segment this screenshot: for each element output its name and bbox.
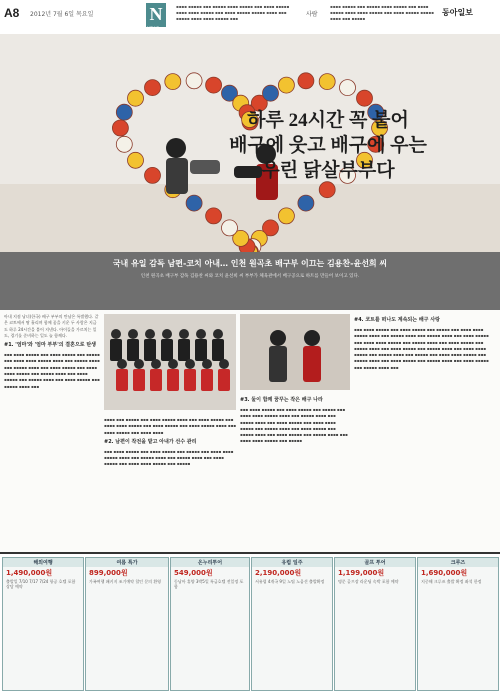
player-figure bbox=[212, 339, 224, 361]
player-figure bbox=[168, 359, 178, 369]
section-label: 사람 bbox=[306, 11, 318, 18]
volleyball-icon bbox=[116, 104, 132, 120]
player-figure bbox=[218, 369, 230, 391]
volleyball-icon bbox=[165, 74, 181, 90]
player-figure bbox=[145, 329, 155, 339]
volleyball-icon bbox=[340, 80, 356, 96]
player-figure bbox=[179, 329, 189, 339]
player-figure bbox=[111, 329, 121, 339]
volleyball-icon bbox=[222, 220, 238, 236]
team-photo bbox=[104, 314, 236, 410]
player-figure bbox=[127, 339, 139, 361]
feature-photo bbox=[0, 34, 500, 252]
coach-photo-block: #3. 둘이 함께 꿈꾸는 작은 배구 나라 ▪▪▪ ▪▪▪▪ ▪▪▪▪▪ ▪▪▪ ▪▪▪▪ ▪▪▪▪▪ ▪▪▪ ▪▪▪▪▪ ▪▪▪ ▪▪▪▪ ▪▪▪▪ ▪▪▪▪▪ ▪▪▪▪ ▪▪▪ ▪▪▪▪▪ ▪▪▪▪ ▪▪▪ ▪▪▪▪▪ ▪▪▪▪ ▪▪▪ ▪▪▪▪ ▪▪▪▪▪ ▪▪▪ ▪▪▪▪ ▪▪▪▪ ▪▪▪▪▪ ▪▪▪ ▪▪▪▪▪ ▪▪▪▪ ▪▪▪ ▪▪▪▪ ▪▪▪▪▪ ▪▪▪ ▪▪▪▪▪ ▪▪▪▪ ▪▪▪ ▪▪▪▪ ▪▪▪▪▪ ▪▪▪ ▪▪▪▪▪ ▪▪▪▪ ▪▪▪ ▪▪▪▪ ▪▪▪▪ ▪▪▪▪▪ ▪▪▪ ▪▪▪▪▪ bbox=[240, 314, 350, 552]
article-column-1: 아내 지점 남녀(한국) 배구 부부의 만남은 특별했다. 같은 코트에서 땀 흘리며 함께 꿈을 키운 두 사람은 지금도 하루 24시간을 붙어 지낸다. 아이들을 가르치는 일도, 경기를 준비하는 일도 늘 함께다. #1. '엄마'와 '엄마 부부'의 결혼으로 탄생 ▪▪▪ ▪▪▪▪ ▪▪▪▪▪ ▪▪▪ ▪▪▪▪ ▪▪▪▪▪ ▪▪▪ ▪▪▪▪▪ ▪▪▪ ▪▪▪▪ ▪▪▪▪ ▪▪▪▪▪ ▪▪▪▪ ▪▪▪ ▪▪▪▪▪ ▪▪▪▪ ▪▪▪ ▪▪▪▪▪ ▪▪▪▪ ▪▪▪ ▪▪▪▪ ▪▪▪▪▪ ▪▪▪ ▪▪▪▪ ▪▪▪▪ ▪▪▪▪▪ ▪▪▪ ▪▪▪▪▪ ▪▪▪▪ ▪▪▪ ▪▪▪▪ ▪▪▪▪▪ ▪▪▪ ▪▪▪▪▪ ▪▪▪▪ ▪▪▪ ▪▪▪▪ ▪▪▪▪▪ ▪▪▪ ▪▪▪▪▪ ▪▪▪▪ ▪▪▪ bbox=[4, 314, 100, 389]
header-text-block-right: ▪▪▪▪ ▪▪▪▪▪ ▪▪▪ ▪▪▪▪▪ ▪▪▪▪ ▪▪▪▪▪ ▪▪▪ ▪▪▪▪ ▪▪▪▪▪ ▪▪▪▪ ▪▪▪▪ ▪▪▪▪▪ ▪▪▪ ▪▪▪▪ ▪▪▪▪▪ ▪▪▪▪▪ ▪▪▪▪ ▪▪▪ ▪▪▪▪▪ bbox=[330, 4, 434, 21]
section-logo-sub: NEWS bbox=[147, 26, 160, 31]
player-figure bbox=[162, 329, 172, 339]
player-figure bbox=[202, 359, 212, 369]
feature-headline: 하루 24시간 꼭 붙어 배구에 웃고 배구에 우는 우린 닭살부부다 bbox=[229, 110, 427, 181]
page-number: A8 bbox=[4, 6, 20, 20]
volleyball-icon bbox=[112, 120, 128, 136]
ad-box-2[interactable]: 여름 특가 899,000원 가족여행 패키지 조기예약 할인 문의 환영 bbox=[85, 557, 169, 691]
feature-subhead: 국내 유일 감독 남편-코치 아내… 인천 원곡초 배구부 이끄는 김용찬-윤선희 씨 bbox=[112, 259, 388, 268]
volleyball-icon bbox=[206, 208, 222, 224]
volleyball-icon bbox=[128, 152, 144, 168]
player-figure bbox=[151, 359, 161, 369]
player-figure bbox=[134, 359, 144, 369]
player-figure bbox=[201, 369, 213, 391]
player-figure bbox=[184, 369, 196, 391]
player-figure bbox=[185, 359, 195, 369]
player-figure bbox=[150, 369, 162, 391]
volleyball-icon bbox=[278, 208, 294, 224]
date-line: 2012년 7월 6일 목요일 bbox=[30, 11, 94, 18]
ad-box-5[interactable]: 골프 투어 1,199,000원 명문 골프장 라운딩 숙박 포함 예약 bbox=[334, 557, 416, 691]
ad-box-3[interactable]: 온누리투어 549,000원 동남아 휴양 3박5일 특급호텔 전일정 포함 bbox=[170, 557, 250, 691]
ad-box-6[interactable]: 크루즈 1,690,000원 지중해 크루즈 출발 확정 좌석 한정 bbox=[417, 557, 499, 691]
player-figure bbox=[117, 359, 127, 369]
masthead bbox=[0, 0, 500, 35]
volleyball-icon bbox=[319, 74, 335, 90]
player-figure bbox=[219, 359, 229, 369]
player-figure bbox=[128, 329, 138, 339]
player-figure bbox=[133, 369, 145, 391]
header-text-block: ▪▪▪▪ ▪▪▪▪▪ ▪▪▪ ▪▪▪▪▪ ▪▪▪▪ ▪▪▪▪▪ ▪▪▪ ▪▪▪▪ ▪▪▪▪▪ ▪▪▪▪ ▪▪▪▪ ▪▪▪▪▪ ▪▪▪ ▪▪▪▪ ▪▪▪▪▪ ▪▪▪▪▪ ▪▪▪▪ ▪▪▪ ▪▪▪▪▪ ▪▪▪▪ ▪▪▪▪ ▪▪▪▪▪ ▪▪▪ bbox=[176, 4, 290, 21]
volleyball-icon bbox=[319, 182, 335, 198]
volleyball-icon bbox=[298, 73, 314, 89]
player-figure bbox=[167, 369, 179, 391]
coach-photo bbox=[240, 314, 350, 390]
volleyball-icon bbox=[357, 90, 373, 106]
player-figure bbox=[195, 339, 207, 361]
volleyball-icon bbox=[186, 73, 202, 89]
ad-box-1[interactable]: 해외여행 1,490,000원 출발일 7/10 7/17 7/24 항공 호텔 포함 상담 예약 bbox=[2, 557, 84, 691]
player-figure bbox=[196, 329, 206, 339]
section-logo-icon: N bbox=[146, 3, 166, 27]
article-column-4: #4. 코트를 떠나도 계속되는 배구 사랑 ▪▪▪ ▪▪▪▪ ▪▪▪▪▪ ▪▪▪ ▪▪▪▪ ▪▪▪▪▪ ▪▪▪ ▪▪▪▪▪ ▪▪▪ ▪▪▪▪ ▪▪▪▪ ▪▪▪▪▪ ▪▪▪▪ ▪▪▪ ▪▪▪▪▪ ▪▪▪▪ ▪▪▪ ▪▪▪▪▪ ▪▪▪▪ ▪▪▪ ▪▪▪▪ ▪▪▪▪▪ ▪▪▪ ▪▪▪▪ ▪▪▪▪ ▪▪▪▪▪ ▪▪▪ ▪▪▪▪▪ ▪▪▪▪ ▪▪▪ ▪▪▪▪ ▪▪▪▪▪ ▪▪▪ ▪▪▪▪▪ ▪▪▪▪ ▪▪▪ ▪▪▪▪ ▪▪▪▪▪ ▪▪▪ ▪▪▪▪▪ ▪▪▪▪ ▪▪▪ ▪▪▪▪ ▪▪▪▪ ▪▪▪▪▪ ▪▪▪ ▪▪▪▪▪ ▪▪▪▪ ▪▪▪ ▪▪▪▪▪ ▪▪▪ ▪▪▪▪ ▪▪▪▪ ▪▪▪▪▪ ▪▪▪ ▪▪▪▪▪ ▪▪▪▪ ▪▪▪ ▪▪▪▪ ▪▪▪▪▪ ▪▪▪ ▪▪▪▪▪ ▪▪▪▪ ▪▪▪ ▪▪▪▪ ▪▪▪▪▪ ▪▪▪ ▪▪▪▪▪ ▪▪▪▪ ▪▪▪ bbox=[354, 317, 489, 370]
volleyball-icon bbox=[263, 85, 279, 101]
player-figure bbox=[161, 339, 173, 361]
advertisement-section bbox=[0, 552, 500, 691]
volleyball-icon bbox=[128, 90, 144, 106]
player-figure bbox=[116, 369, 128, 391]
photo-caption: 인천 원곡초 배구부 감독 김용찬 씨와 코치 윤선희 씨 부부가 체육관에서 배구공으로 하트를 만들어 보이고 있다. bbox=[140, 274, 360, 279]
volleyball-icon bbox=[206, 77, 222, 93]
player-figure bbox=[110, 339, 122, 361]
player-figure bbox=[178, 339, 190, 361]
volleyball-icon bbox=[145, 80, 161, 96]
volleyball-icon bbox=[278, 77, 294, 93]
newspaper-name: 동아일보 bbox=[442, 8, 473, 17]
volleyball-icon bbox=[186, 195, 202, 211]
team-photo-block: ▪▪▪▪ ▪▪▪ ▪▪▪▪▪ ▪▪▪ ▪▪▪▪ ▪▪▪▪▪ ▪▪▪▪ ▪▪▪ ▪▪▪▪ ▪▪▪▪▪ ▪▪▪ ▪▪▪▪ ▪▪▪▪ ▪▪▪▪▪ ▪▪▪ ▪▪▪▪ ▪▪▪▪▪ ▪▪▪ ▪▪▪▪ ▪▪▪▪▪ ▪▪▪▪ ▪▪▪ ▪▪▪▪ ▪▪▪▪▪ ▪▪▪ ▪▪▪▪ ▪▪▪▪ #2. 남편이 작전을 맡고 아내가 선수 관리 ▪▪▪ ▪▪▪▪ ▪▪▪▪▪ ▪▪▪ ▪▪▪▪ ▪▪▪▪▪ ▪▪▪ ▪▪▪▪▪ ▪▪▪ ▪▪▪▪ ▪▪▪▪ ▪▪▪▪▪ ▪▪▪▪ ▪▪▪ ▪▪▪▪▪ ▪▪▪▪ ▪▪▪ ▪▪▪▪▪ ▪▪▪▪ ▪▪▪ ▪▪▪▪ ▪▪▪▪▪ ▪▪▪ ▪▪▪▪ ▪▪▪▪ ▪▪▪▪▪ ▪▪▪ ▪▪▪▪▪ bbox=[104, 314, 236, 552]
volleyball-icon bbox=[298, 195, 314, 211]
player-figure bbox=[144, 339, 156, 361]
player-figure bbox=[213, 329, 223, 339]
subhead-band bbox=[0, 252, 500, 310]
volleyball-icon bbox=[145, 167, 161, 183]
ad-box-4[interactable]: 유럽 일주 2,190,000원 서유럽 4개국 9일 노팁 노옵션 출발확정 bbox=[251, 557, 333, 691]
volleyball-icon bbox=[116, 136, 132, 152]
